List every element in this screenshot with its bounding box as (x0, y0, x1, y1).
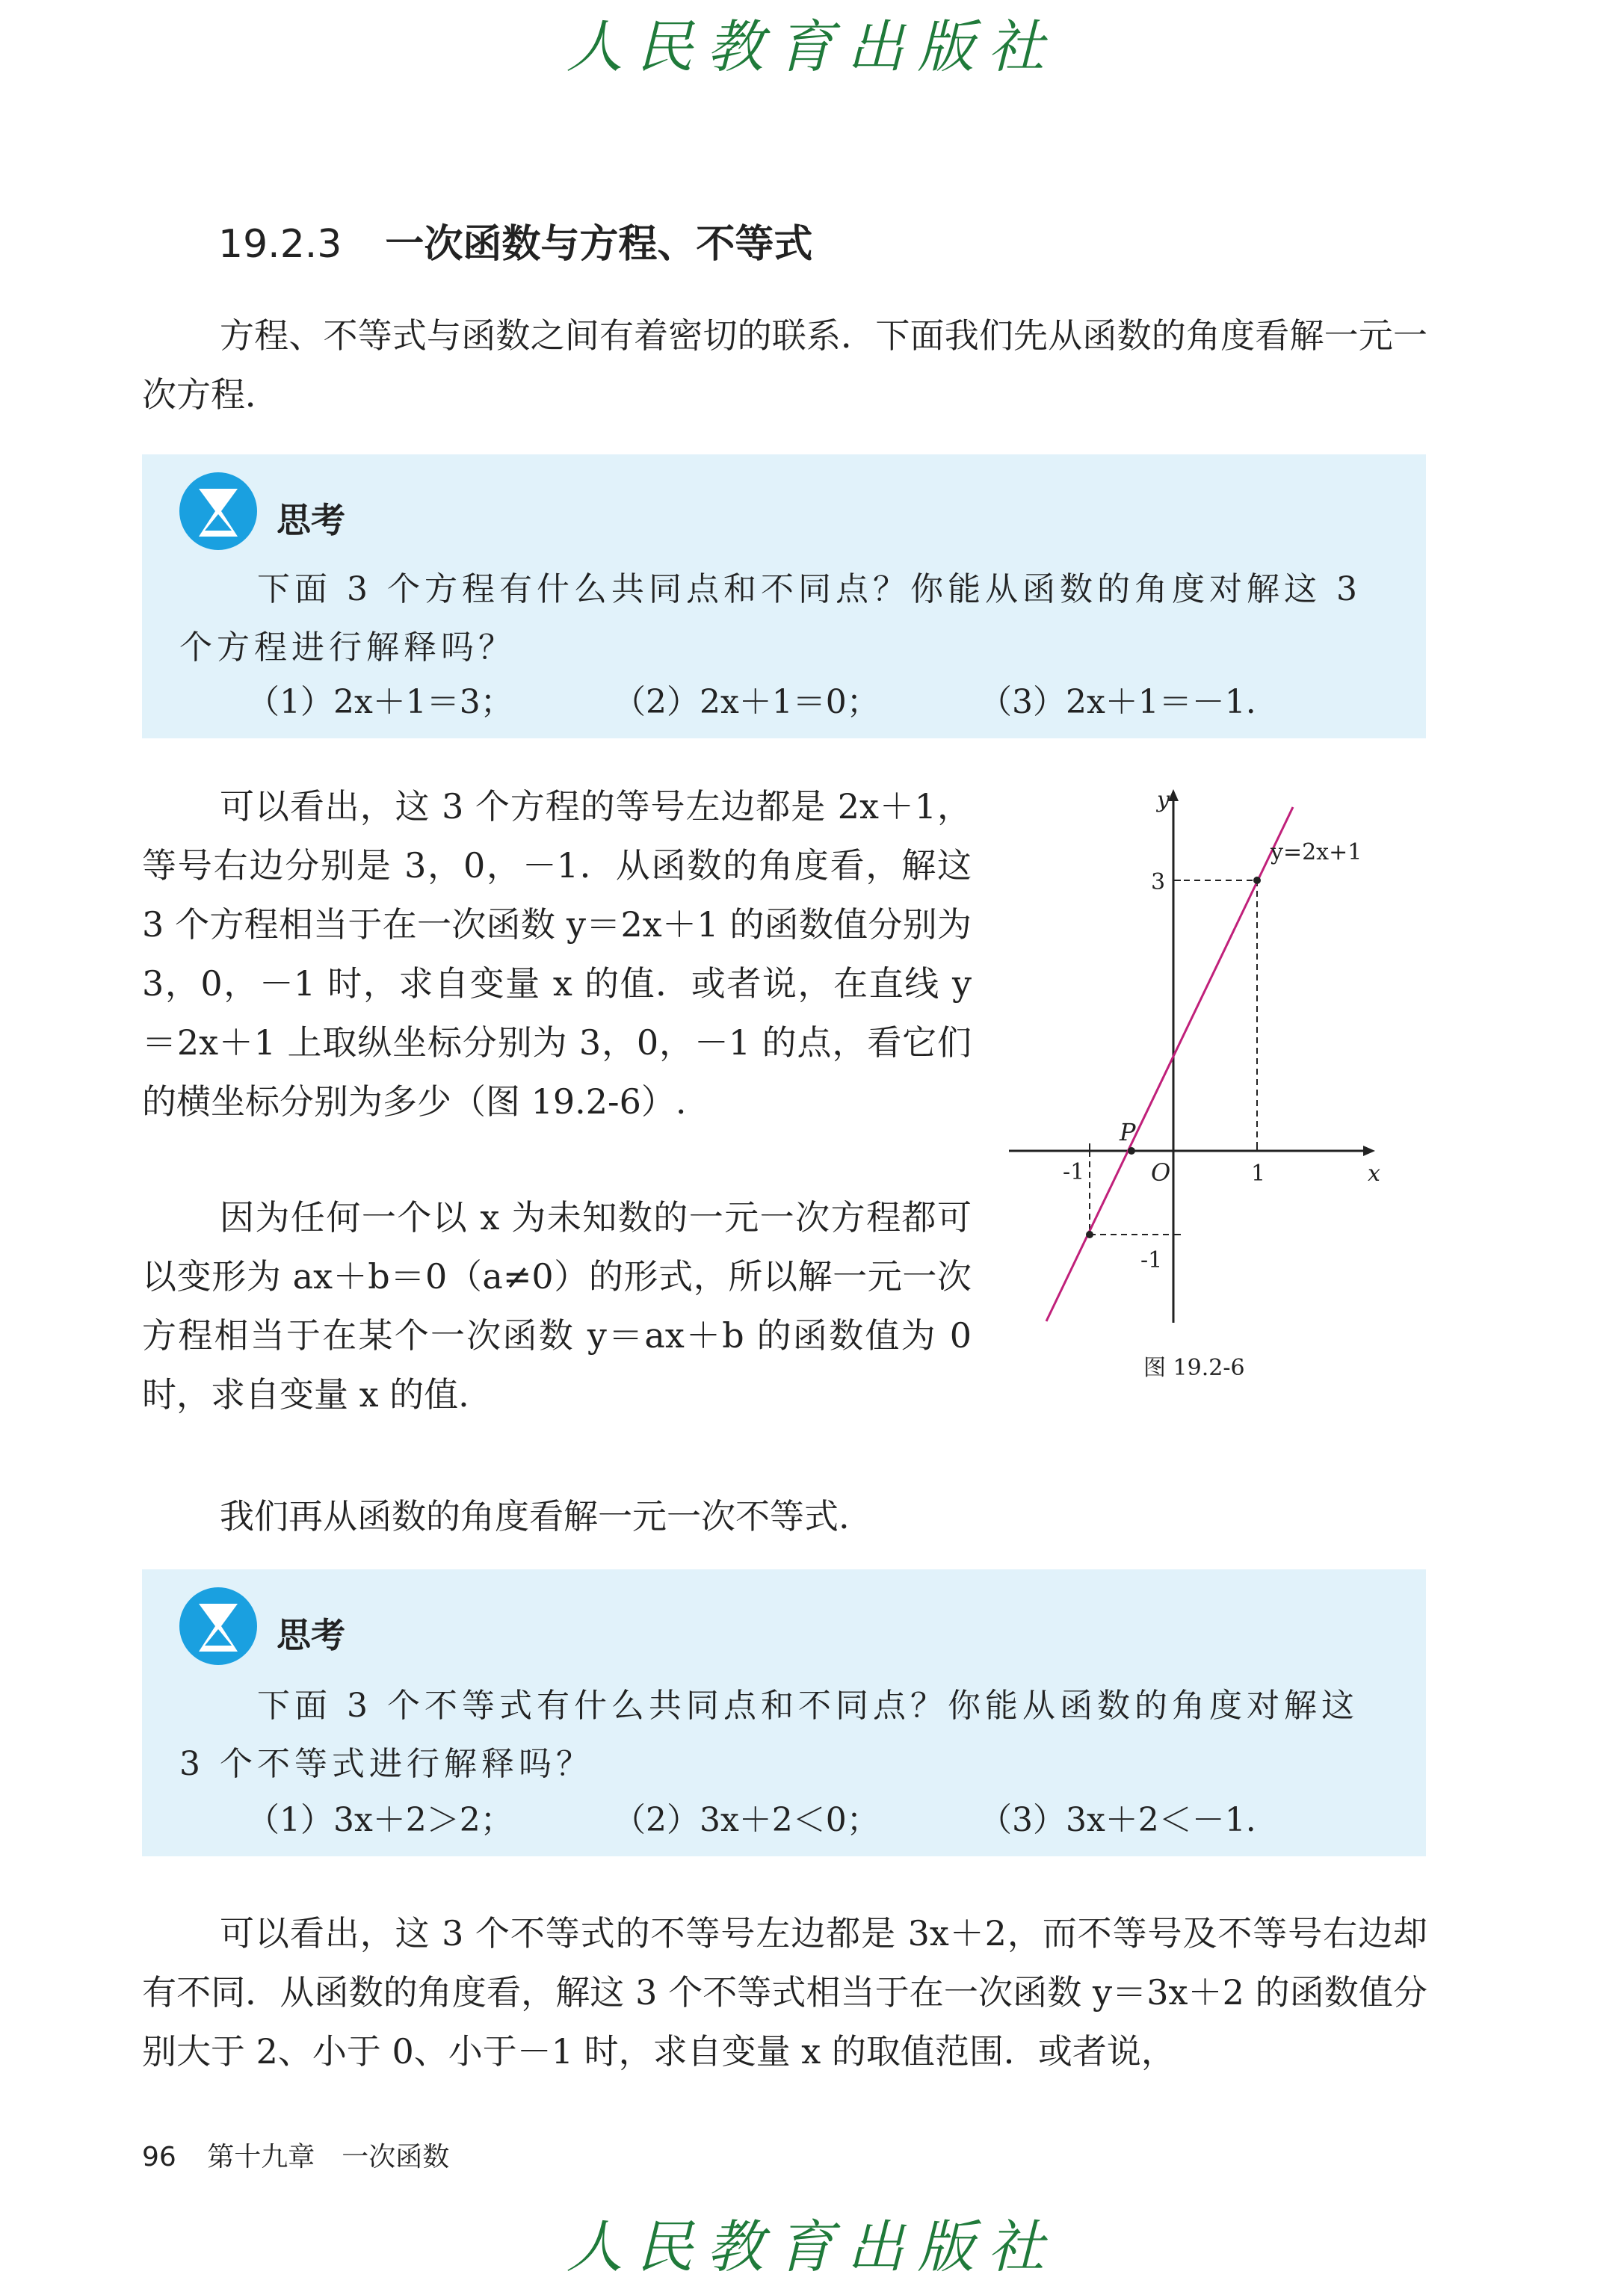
line-label: y=2x+1 (1271, 839, 1362, 865)
equation-3: （3）2x＋1＝－1. (979, 683, 1256, 721)
point-p (1128, 1147, 1135, 1155)
inequality-1: （1）3x＋2＞2； (247, 1801, 513, 1839)
figure-graph (994, 777, 1412, 1390)
chapter-label: 第十九章 一次函数 (207, 2142, 450, 2172)
paragraph-1-text: 可以看出，这 3 个方程的等号左边都是 2x＋1，等号右边分别是 3，0，－1．从函数的角度看，解这 3 个方程相当于在一次函数 y＝2x＋1 的函数值分别为 3，0，－1 时，求自变量 x 的值．或者说，在直线 y＝2x＋1 上取纵坐标分别为 3，0，－1 的点，看它们的横坐标分别为多少（图 19.2-6）. (142, 786, 972, 1122)
section-heading: 一次函数与方程、不等式 (385, 222, 813, 267)
think-box-2 (142, 1569, 1426, 1856)
paragraph-2-text: 因为任何一个以 x 为未知数的一元一次方程都可以变形为 ax＋b＝0（a≠0）的形式，所以解一元一次方程相当于在某个一次函数 y＝ax＋b 的函数值为 0 时，求自变量 x 的值. (142, 1197, 972, 1415)
origin-label: O (1151, 1158, 1171, 1187)
paragraph-4 (142, 1904, 1427, 2081)
point-p-label: P (1120, 1118, 1136, 1146)
think-question: 下面 3 个方程有什么共同点和不同点？你能从函数的角度对解这 3 个方程进行解释吗？ (179, 570, 1362, 667)
inequality-2: （2）3x＋2＜0； (613, 1801, 880, 1839)
think-title: 思考 (277, 1615, 345, 1655)
equation-2: （2）2x＋1＝0； (613, 683, 880, 721)
think-box-1 (142, 454, 1426, 738)
equation-1: （1）2x＋1＝3； (247, 683, 513, 721)
paragraph-4-text: 可以看出，这 3 个不等式的不等号左边都是 3x＋2，而不等号及不等号右边却有不同．从函数的角度看，解这 3 个不等式相当于在一次函数 y＝3x＋2 的函数值分别大于 2、小于 0、小于－1 时，求自变量 x 的取值范围．或者说， (142, 1913, 1427, 2072)
publisher-header: 人民教育出版社 (566, 13, 1058, 80)
line-y-2x-plus-1 (1046, 807, 1293, 1321)
section-number: 19.2.3 (218, 222, 342, 267)
think-text (179, 1677, 1390, 1794)
inequality-list (142, 1798, 1426, 1843)
y-axis-arrow (1168, 789, 1179, 801)
tick-y-neg1: -1 (1140, 1247, 1163, 1273)
section-title (218, 217, 812, 272)
page-footer (142, 2136, 449, 2174)
think-icon (178, 471, 259, 552)
figure-caption: 图 19.2-6 (1143, 1355, 1245, 1381)
page-number: 96 (142, 2142, 176, 2172)
paragraph-3 (142, 1487, 1427, 1546)
intro-text: 方程、不等式与函数之间有着密切的联系．下面我们先从函数的角度看解一元一次方程． (142, 315, 1427, 415)
think-question: 下面 3 个不等式有什么共同点和不同点？你能从函数的角度对解这 3 个不等式进行解释吗？ (179, 1687, 1359, 1783)
tick-x-1: 1 (1251, 1161, 1266, 1187)
tick-y-3: 3 (1151, 869, 1166, 895)
equation-list (142, 680, 1426, 725)
x-axis-arrow (1363, 1146, 1375, 1156)
think-icon (178, 1586, 259, 1667)
y-axis-label: y (1157, 787, 1170, 813)
intro-paragraph (142, 306, 1427, 424)
point-1-3 (1253, 877, 1261, 884)
paragraph-3-text: 我们再从函数的角度看解一元一次不等式. (220, 1496, 850, 1536)
tick-x-neg1: -1 (1063, 1159, 1085, 1185)
paragraph-1 (142, 777, 972, 1131)
paragraph-2 (142, 1188, 972, 1424)
think-title: 思考 (277, 500, 345, 540)
inequality-3: （3）3x＋2＜－1. (979, 1801, 1256, 1839)
x-axis-label: x (1368, 1161, 1380, 1187)
publisher-footer: 人民教育出版社 (566, 2214, 1058, 2280)
point-neg1-neg1 (1086, 1231, 1093, 1238)
think-text (179, 560, 1390, 677)
